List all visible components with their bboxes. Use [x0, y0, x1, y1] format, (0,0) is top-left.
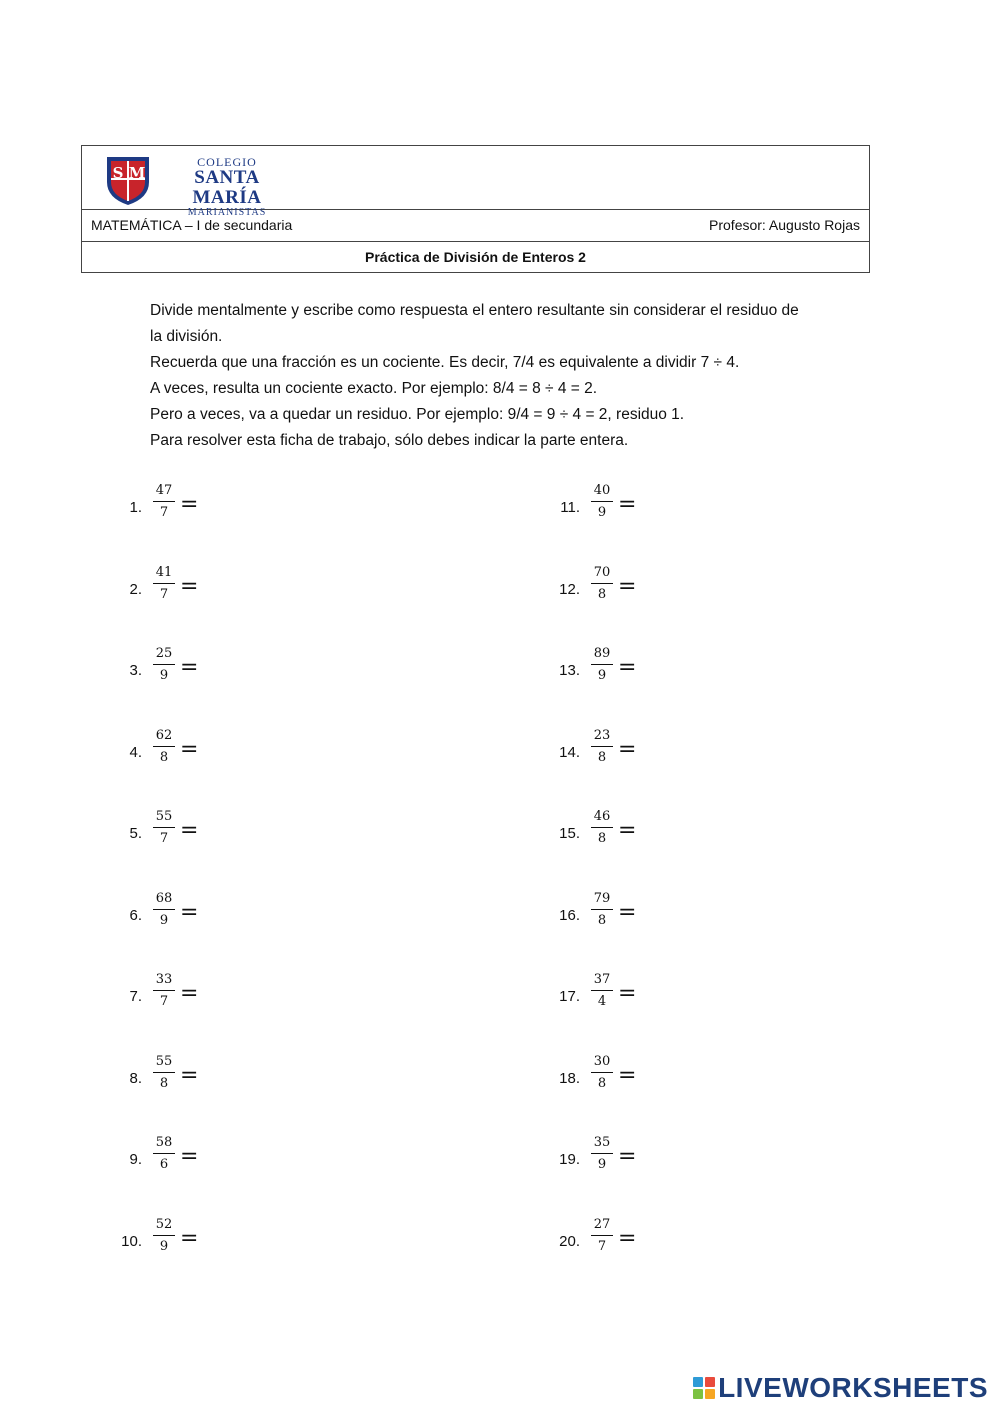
problem-number: 10.	[121, 1233, 142, 1250]
problem-number: 8.	[129, 1070, 142, 1087]
problem-number: 3.	[129, 662, 142, 679]
equals-sign: =	[180, 1063, 199, 1088]
fraction	[152, 1134, 176, 1173]
fraction-denominator: 9	[597, 1157, 607, 1172]
fraction-numerator: 37	[593, 972, 611, 987]
instruction-line: Divide mentalmente y escribe como respuesta el entero resultante sin considerar el residuo de la división.	[150, 302, 799, 345]
equals-sign: =	[618, 900, 637, 925]
fraction-denominator: 8	[597, 1076, 607, 1091]
fraction-denominator: 9	[159, 913, 169, 928]
problem-number: 11.	[560, 499, 580, 516]
worksheet-title: Práctica de División de Enteros 2	[365, 249, 586, 265]
fraction-denominator: 9	[597, 505, 607, 520]
problem-number: 2.	[129, 581, 142, 598]
instruction-line: A veces, resulta un cociente exacto. Por ejemplo: 8/4 = 8 ÷ 4 = 2.	[150, 380, 598, 397]
fraction-numerator: 58	[155, 1135, 173, 1150]
fraction-denominator: 7	[159, 587, 169, 602]
liveworksheets-brand	[693, 1373, 988, 1403]
header-info-row	[82, 209, 869, 242]
fraction-denominator: 8	[159, 750, 169, 765]
fraction-numerator: 27	[593, 1217, 611, 1232]
brand-block	[705, 1377, 715, 1387]
fraction-bar	[153, 909, 175, 910]
fraction	[152, 482, 176, 521]
worksheet-header	[81, 145, 870, 273]
subject-label: MATEMÁTICA – I de secundaria	[91, 217, 293, 233]
equals-sign: =	[180, 1226, 199, 1251]
fraction-denominator: 8	[597, 831, 607, 846]
fraction-denominator: 6	[159, 1157, 169, 1172]
problem-number: 4.	[129, 744, 142, 761]
fraction-bar	[591, 664, 613, 665]
fraction-numerator: 62	[155, 728, 173, 743]
problem-number: 9.	[129, 1151, 142, 1168]
logo-line-3: MARIANISTAS	[187, 207, 267, 218]
equals-sign: =	[180, 1144, 199, 1169]
problem-number: 16.	[559, 907, 580, 924]
fraction	[590, 1053, 614, 1092]
fraction	[152, 890, 176, 929]
fraction-numerator: 68	[155, 891, 173, 906]
brand-block	[693, 1377, 703, 1387]
fraction-numerator: 46	[593, 809, 611, 824]
fraction	[590, 1216, 614, 1255]
fraction-numerator: 70	[593, 565, 611, 580]
fraction	[590, 645, 614, 684]
instructions	[150, 298, 810, 454]
fraction-bar	[153, 1072, 175, 1073]
fraction	[152, 564, 176, 603]
fraction-numerator: 79	[593, 891, 611, 906]
fraction	[152, 727, 176, 766]
shield-letter-m: M	[128, 164, 146, 182]
fraction-numerator: 25	[155, 646, 173, 661]
fraction	[590, 890, 614, 929]
fraction-bar	[591, 909, 613, 910]
fraction-bar	[153, 827, 175, 828]
equals-sign: =	[618, 1226, 637, 1251]
fraction-denominator: 9	[597, 668, 607, 683]
equals-sign: =	[180, 492, 199, 517]
fraction-numerator: 47	[155, 483, 173, 498]
fraction-denominator: 7	[159, 505, 169, 520]
equals-sign: =	[180, 655, 199, 680]
fraction-denominator: 9	[159, 668, 169, 683]
fraction-denominator: 8	[597, 587, 607, 602]
problem-number: 13.	[559, 662, 580, 679]
fraction-bar	[591, 990, 613, 991]
fraction-bar	[591, 827, 613, 828]
brand-text: LIVEWORKSHEETS	[718, 1372, 988, 1403]
fraction-numerator: 55	[155, 1054, 173, 1069]
equals-sign: =	[618, 1144, 637, 1169]
fraction	[590, 971, 614, 1010]
instruction-line: Para resolver esta ficha de trabajo, sólo debes indicar la parte entera.	[150, 432, 629, 449]
teacher-label: Profesor: Augusto Rojas	[709, 217, 860, 233]
fraction-numerator: 30	[593, 1054, 611, 1069]
equals-sign: =	[618, 492, 637, 517]
problem-number: 20.	[559, 1233, 580, 1250]
instruction-line: Pero a veces, va a quedar un residuo. Por ejemplo: 9/4 = 9 ÷ 4 = 2, residuo 1.	[150, 406, 685, 423]
fraction-numerator: 52	[155, 1217, 173, 1232]
fraction	[152, 645, 176, 684]
fraction-denominator: 4	[597, 994, 607, 1009]
instruction-line: Recuerda que una fracción es un cociente. Es decir, 7/4 es equivalente a dividir 7 ÷ 4.	[150, 354, 740, 371]
fraction-bar	[591, 1153, 613, 1154]
brand-block	[693, 1389, 703, 1399]
fraction-bar	[153, 746, 175, 747]
logo-line-2: SANTA MARÍA	[192, 167, 262, 208]
fraction-bar	[153, 1235, 175, 1236]
fraction	[152, 971, 176, 1010]
equals-sign: =	[180, 900, 199, 925]
fraction-denominator: 7	[159, 831, 169, 846]
problem-number: 19.	[559, 1151, 580, 1168]
fraction-denominator: 9	[159, 1239, 169, 1254]
equals-sign: =	[618, 737, 637, 762]
fraction	[590, 564, 614, 603]
fraction	[590, 482, 614, 521]
equals-sign: =	[180, 574, 199, 599]
problem-number: 7.	[129, 988, 142, 1005]
problem-number: 17.	[559, 988, 580, 1005]
header-title-row	[82, 241, 869, 273]
fraction	[152, 1053, 176, 1092]
fraction-bar	[591, 746, 613, 747]
fraction-numerator: 55	[155, 809, 173, 824]
equals-sign: =	[180, 737, 199, 762]
fraction-numerator: 89	[593, 646, 611, 661]
equals-sign: =	[618, 981, 637, 1006]
fraction-bar	[591, 1072, 613, 1073]
fraction	[152, 1216, 176, 1255]
problem-number: 1.	[129, 499, 142, 516]
fraction-denominator: 7	[159, 994, 169, 1009]
fraction-bar	[591, 501, 613, 502]
fraction	[152, 808, 176, 847]
fraction-denominator: 8	[597, 913, 607, 928]
fraction-denominator: 8	[159, 1076, 169, 1091]
equals-sign: =	[618, 1063, 637, 1088]
equals-sign: =	[618, 574, 637, 599]
fraction-denominator: 7	[597, 1239, 607, 1254]
problem-number: 15.	[559, 825, 580, 842]
fraction-numerator: 33	[155, 972, 173, 987]
fraction-numerator: 41	[155, 565, 173, 580]
problem-number: 6.	[129, 907, 142, 924]
fraction	[590, 808, 614, 847]
equals-sign: =	[618, 655, 637, 680]
fraction-bar	[153, 583, 175, 584]
problem-number: 12.	[559, 581, 580, 598]
fraction-numerator: 40	[593, 483, 611, 498]
problem-number: 18.	[559, 1070, 580, 1087]
fraction-bar	[591, 1235, 613, 1236]
fraction-bar	[153, 501, 175, 502]
fraction-denominator: 8	[597, 750, 607, 765]
fraction-bar	[153, 664, 175, 665]
brand-block	[705, 1389, 715, 1399]
equals-sign: =	[180, 981, 199, 1006]
equals-sign: =	[180, 818, 199, 843]
fraction-bar	[591, 583, 613, 584]
header-logo-row	[82, 146, 869, 218]
equals-sign: =	[618, 818, 637, 843]
fraction	[590, 1134, 614, 1173]
shield-letter-s: S	[112, 164, 124, 182]
fraction-bar	[153, 990, 175, 991]
brand-logo-icon	[693, 1377, 715, 1399]
fraction-bar	[153, 1153, 175, 1154]
fraction-numerator: 35	[593, 1135, 611, 1150]
fraction	[590, 727, 614, 766]
school-shield-icon	[104, 152, 152, 207]
problem-number: 5.	[129, 825, 142, 842]
problem-number: 14.	[559, 744, 580, 761]
fraction-numerator: 23	[593, 728, 611, 743]
logo-line-1: COLEGIO	[197, 155, 257, 169]
